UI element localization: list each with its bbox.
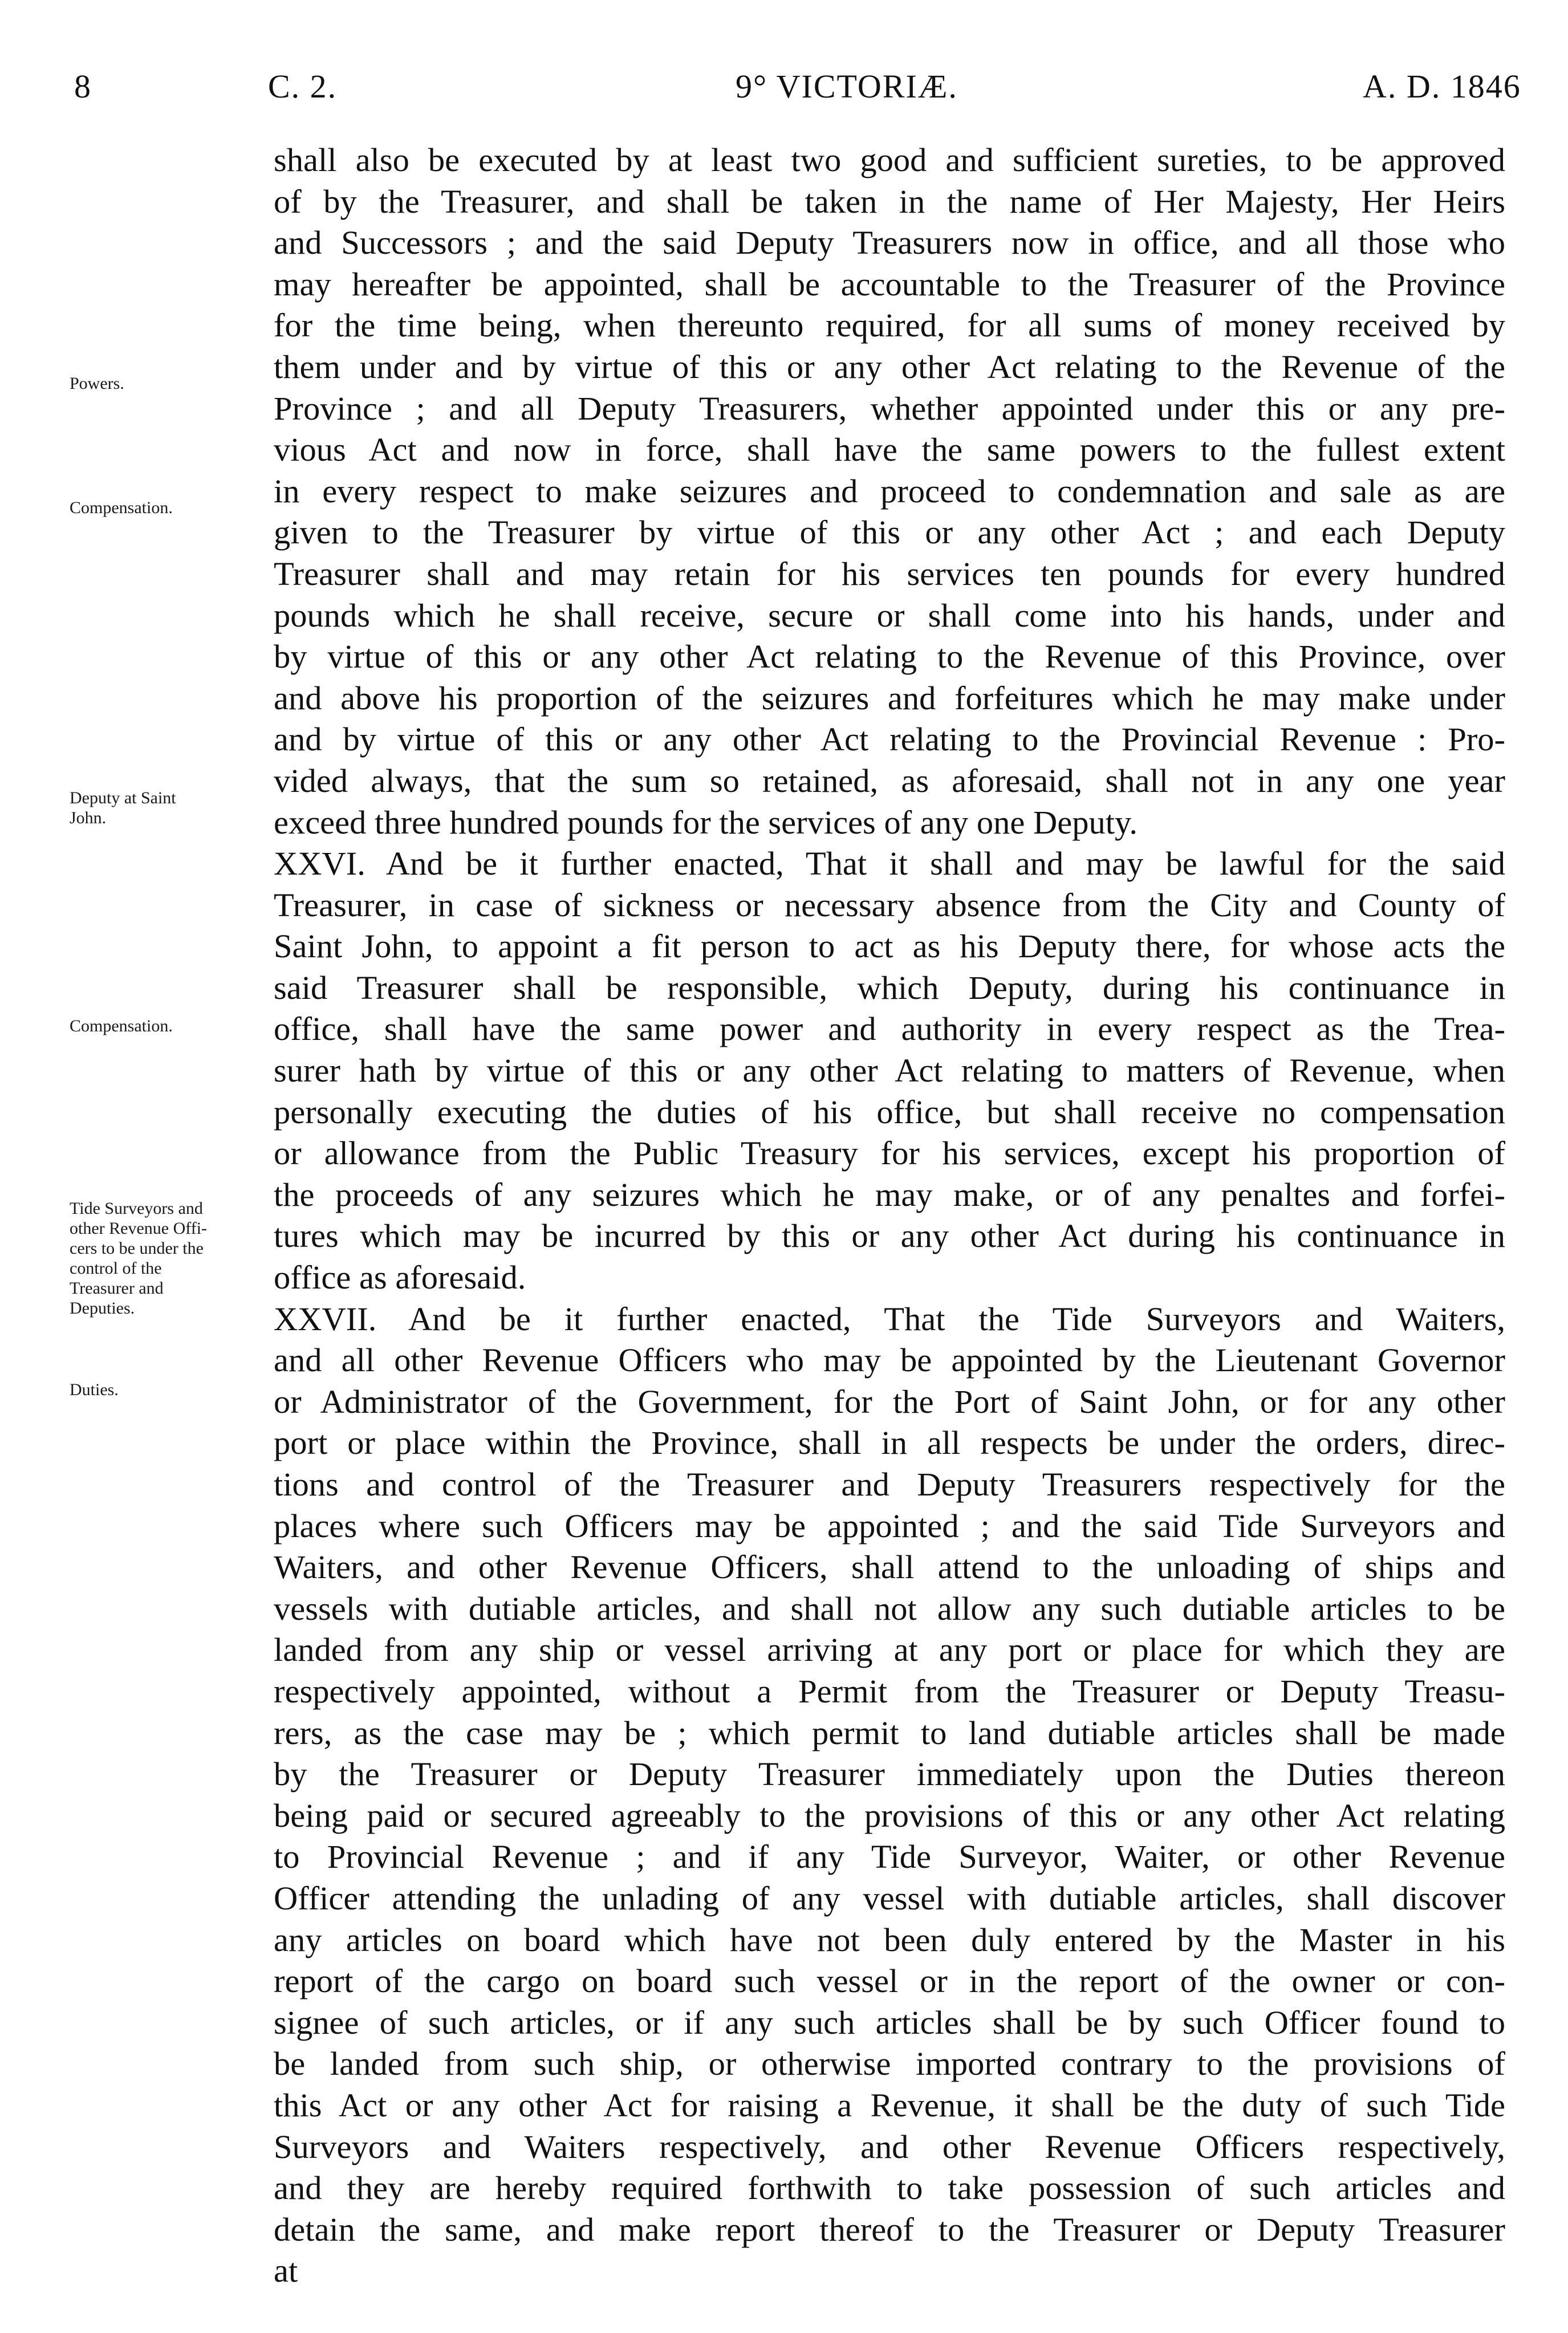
year: A. D. 1846 <box>1363 68 1521 105</box>
text-line: respectively appointed, without a Permit from the Treasurer or Deputy Treasu- <box>274 1672 1505 1710</box>
text-line: exceed three hundred pounds for the services of any one Deputy. <box>274 803 1138 841</box>
text-line: and above his proportion of the seizures and forfeitures which he may make under <box>274 679 1505 717</box>
section-xxvii-start: XXVII. And be it further enacted, That the Tide Surveyors and Waiters, <box>274 1300 1505 1338</box>
text-line: may hereafter be appointed, shall be accountable to the Treasurer of the Province <box>274 265 1505 303</box>
text-line: Province ; and all Deputy Treasurers, whether appointed under this or any pre- <box>274 389 1505 427</box>
text-line: shall also be executed by at least two good and sufficient sureties, to be approved <box>274 141 1505 178</box>
text-line: be landed from such ship, or otherwise imported contrary to the provisions of <box>274 2045 1505 2083</box>
margin-note-line: Treasurer and <box>70 1279 164 1298</box>
text-line: Surveyors and Waiters respectively, and other Revenue Officers respectively, <box>274 2128 1505 2165</box>
text-line: given to the Treasurer by virtue of this or any other Act ; and each Deputy <box>274 514 1505 551</box>
text-line: and all other Revenue Officers who may be appointed by the Lieutenant Governor <box>274 1342 1505 1379</box>
text-line: or Administrator of the Government, for the Port of Saint John, or for any other <box>274 1383 1505 1420</box>
margin-note-line: Compensation. <box>70 498 173 517</box>
text-line: signee of such articles, or if any such articles shall be by such Officer found to <box>274 2003 1505 2041</box>
text-line: vided always, that the sum so retained, as aforesaid, shall not in any one year <box>274 762 1505 799</box>
text-line: at <box>274 2252 298 2290</box>
margin-note-line: cers to be under the <box>70 1239 204 1258</box>
text-line: office as aforesaid. <box>274 1259 526 1296</box>
margin-note-line: control of the <box>70 1259 162 1278</box>
text-line: rers, as the case may be ; which permit to land dutiable articles shall be made <box>274 1714 1505 1751</box>
text-line: tions and control of the Treasurer and Deputy Treasurers respectively for the <box>274 1466 1505 1503</box>
margin-note-tide-surveyors <box>70 1198 258 1318</box>
page-number: 8 <box>74 68 92 105</box>
text-line: office, shall have the same power and authority in every respect as the Trea- <box>274 1010 1505 1048</box>
text-line: report of the cargo on board such vessel or in the report of the owner or con- <box>274 1962 1505 2000</box>
text-line: or allowance from the Public Treasury for his services, except his proportion of <box>274 1135 1505 1172</box>
chapter-number: C. 2. <box>268 68 338 105</box>
text-line: for the time being, when thereunto required, for all sums of money received by <box>274 307 1505 344</box>
text-line: places where such Officers may be appointed ; and the said Tide Surveyors and <box>274 1507 1505 1545</box>
margin-note-line: Powers. <box>70 374 124 393</box>
text-line: to Provincial Revenue ; and if any Tide Surveyor, Waiter, or other Revenue <box>274 1838 1505 1876</box>
running-header <box>0 67 1568 113</box>
margin-note-line: Deputy at Saint <box>70 788 176 807</box>
margin-note-duties <box>70 1380 258 1400</box>
text-line: pounds which he shall receive, secure or shall come into his hands, under and <box>274 596 1505 634</box>
margin-note-line: other Revenue Offi- <box>70 1219 208 1238</box>
text-line: surer hath by virtue of this or any other Act relating to matters of Revenue, when <box>274 1052 1505 1090</box>
text-line: vessels with dutiable articles, and shall not allow any such dutiable articles to be <box>274 1590 1505 1627</box>
text-line: them under and by virtue of this or any other Act relating to the Revenue of the <box>274 348 1505 385</box>
text-line: Waiters, and other Revenue Officers, shall attend to the unloading of ships and <box>274 1548 1505 1586</box>
text-line: personally executing the duties of his office, but shall receive no compensation <box>274 1093 1505 1131</box>
regnal-title: 9° VICTORIÆ. <box>736 68 958 105</box>
margin-note-line: Duties. <box>70 1380 119 1399</box>
text-line: Officer attending the unlading of any vessel with dutiable articles, shall discover <box>274 1879 1505 1917</box>
text-line: tures which may be incurred by this or any other Act during his continuance in <box>274 1217 1505 1255</box>
text-line: and Successors ; and the said Deputy Treasurers now in office, and all those who <box>274 224 1505 262</box>
margin-note-compensation-2 <box>70 1016 258 1036</box>
text-line: by the Treasurer or Deputy Treasurer immediately upon the Duties thereon <box>274 1755 1505 1793</box>
text-line: of by the Treasurer, and shall be taken in the name of Her Majesty, Her Heirs <box>274 182 1505 220</box>
text-line: any articles on board which have not been duly entered by the Master in his <box>274 1921 1505 1958</box>
text-line: the proceeds of any seizures which he may make, or of any penaltes and forfei- <box>274 1176 1505 1213</box>
text-line: in every respect to make seizures and proceed to condemnation and sale as are <box>274 472 1505 510</box>
text-line: Treasurer, in case of sickness or necessary absence from the City and County of <box>274 886 1505 924</box>
margin-note-line: Tide Surveyors and <box>70 1199 203 1218</box>
text-line: detain the same, and make report thereof to the Treasurer or Deputy Treasurer <box>274 2210 1505 2248</box>
text-line: Saint John, to appoint a fit person to act as his Deputy there, for whose acts the <box>274 928 1505 965</box>
margin-note-line: John. <box>70 808 107 827</box>
section-xxvi-start: XXVI. And be it further enacted, That it shall and may be lawful for the said <box>274 845 1505 883</box>
catchword <box>274 2292 1505 2333</box>
text-line: landed from any ship or vessel arriving at any port or place for which they are <box>274 1631 1505 1669</box>
margin-note-compensation <box>70 498 258 518</box>
text-line: port or place within the Province, shall in all respects be under the orders, direc- <box>274 1424 1505 1462</box>
text-line: being paid or secured agreeably to the provisions of this or any other Act relating <box>274 1797 1505 1834</box>
text-line: Treasurer shall and may retain for his services ten pounds for every hundred <box>274 555 1505 592</box>
margin-note-line: Compensation. <box>70 1017 173 1035</box>
text-line: and they are hereby required forthwith to take possession of such articles and <box>274 2169 1505 2207</box>
text-line: vious Act and now in force, shall have the same powers to the fullest extent <box>274 431 1505 469</box>
text-line: and by virtue of this or any other Act relating to the Provincial Revenue : Pro- <box>274 721 1505 758</box>
margin-note-powers <box>70 373 258 393</box>
margin-note-deputy-saint-john <box>70 788 258 828</box>
margin-note-line: Deputies. <box>70 1299 135 1318</box>
text-line: by virtue of this or any other Act relating to the Revenue of this Province, over <box>274 638 1505 676</box>
text-line: said Treasurer shall be responsible, which Deputy, during his continuance in <box>274 969 1505 1006</box>
statute-body <box>274 140 1505 2333</box>
text-line: this Act or any other Act for raising a Revenue, it shall be the duty of such Tide <box>274 2086 1505 2124</box>
